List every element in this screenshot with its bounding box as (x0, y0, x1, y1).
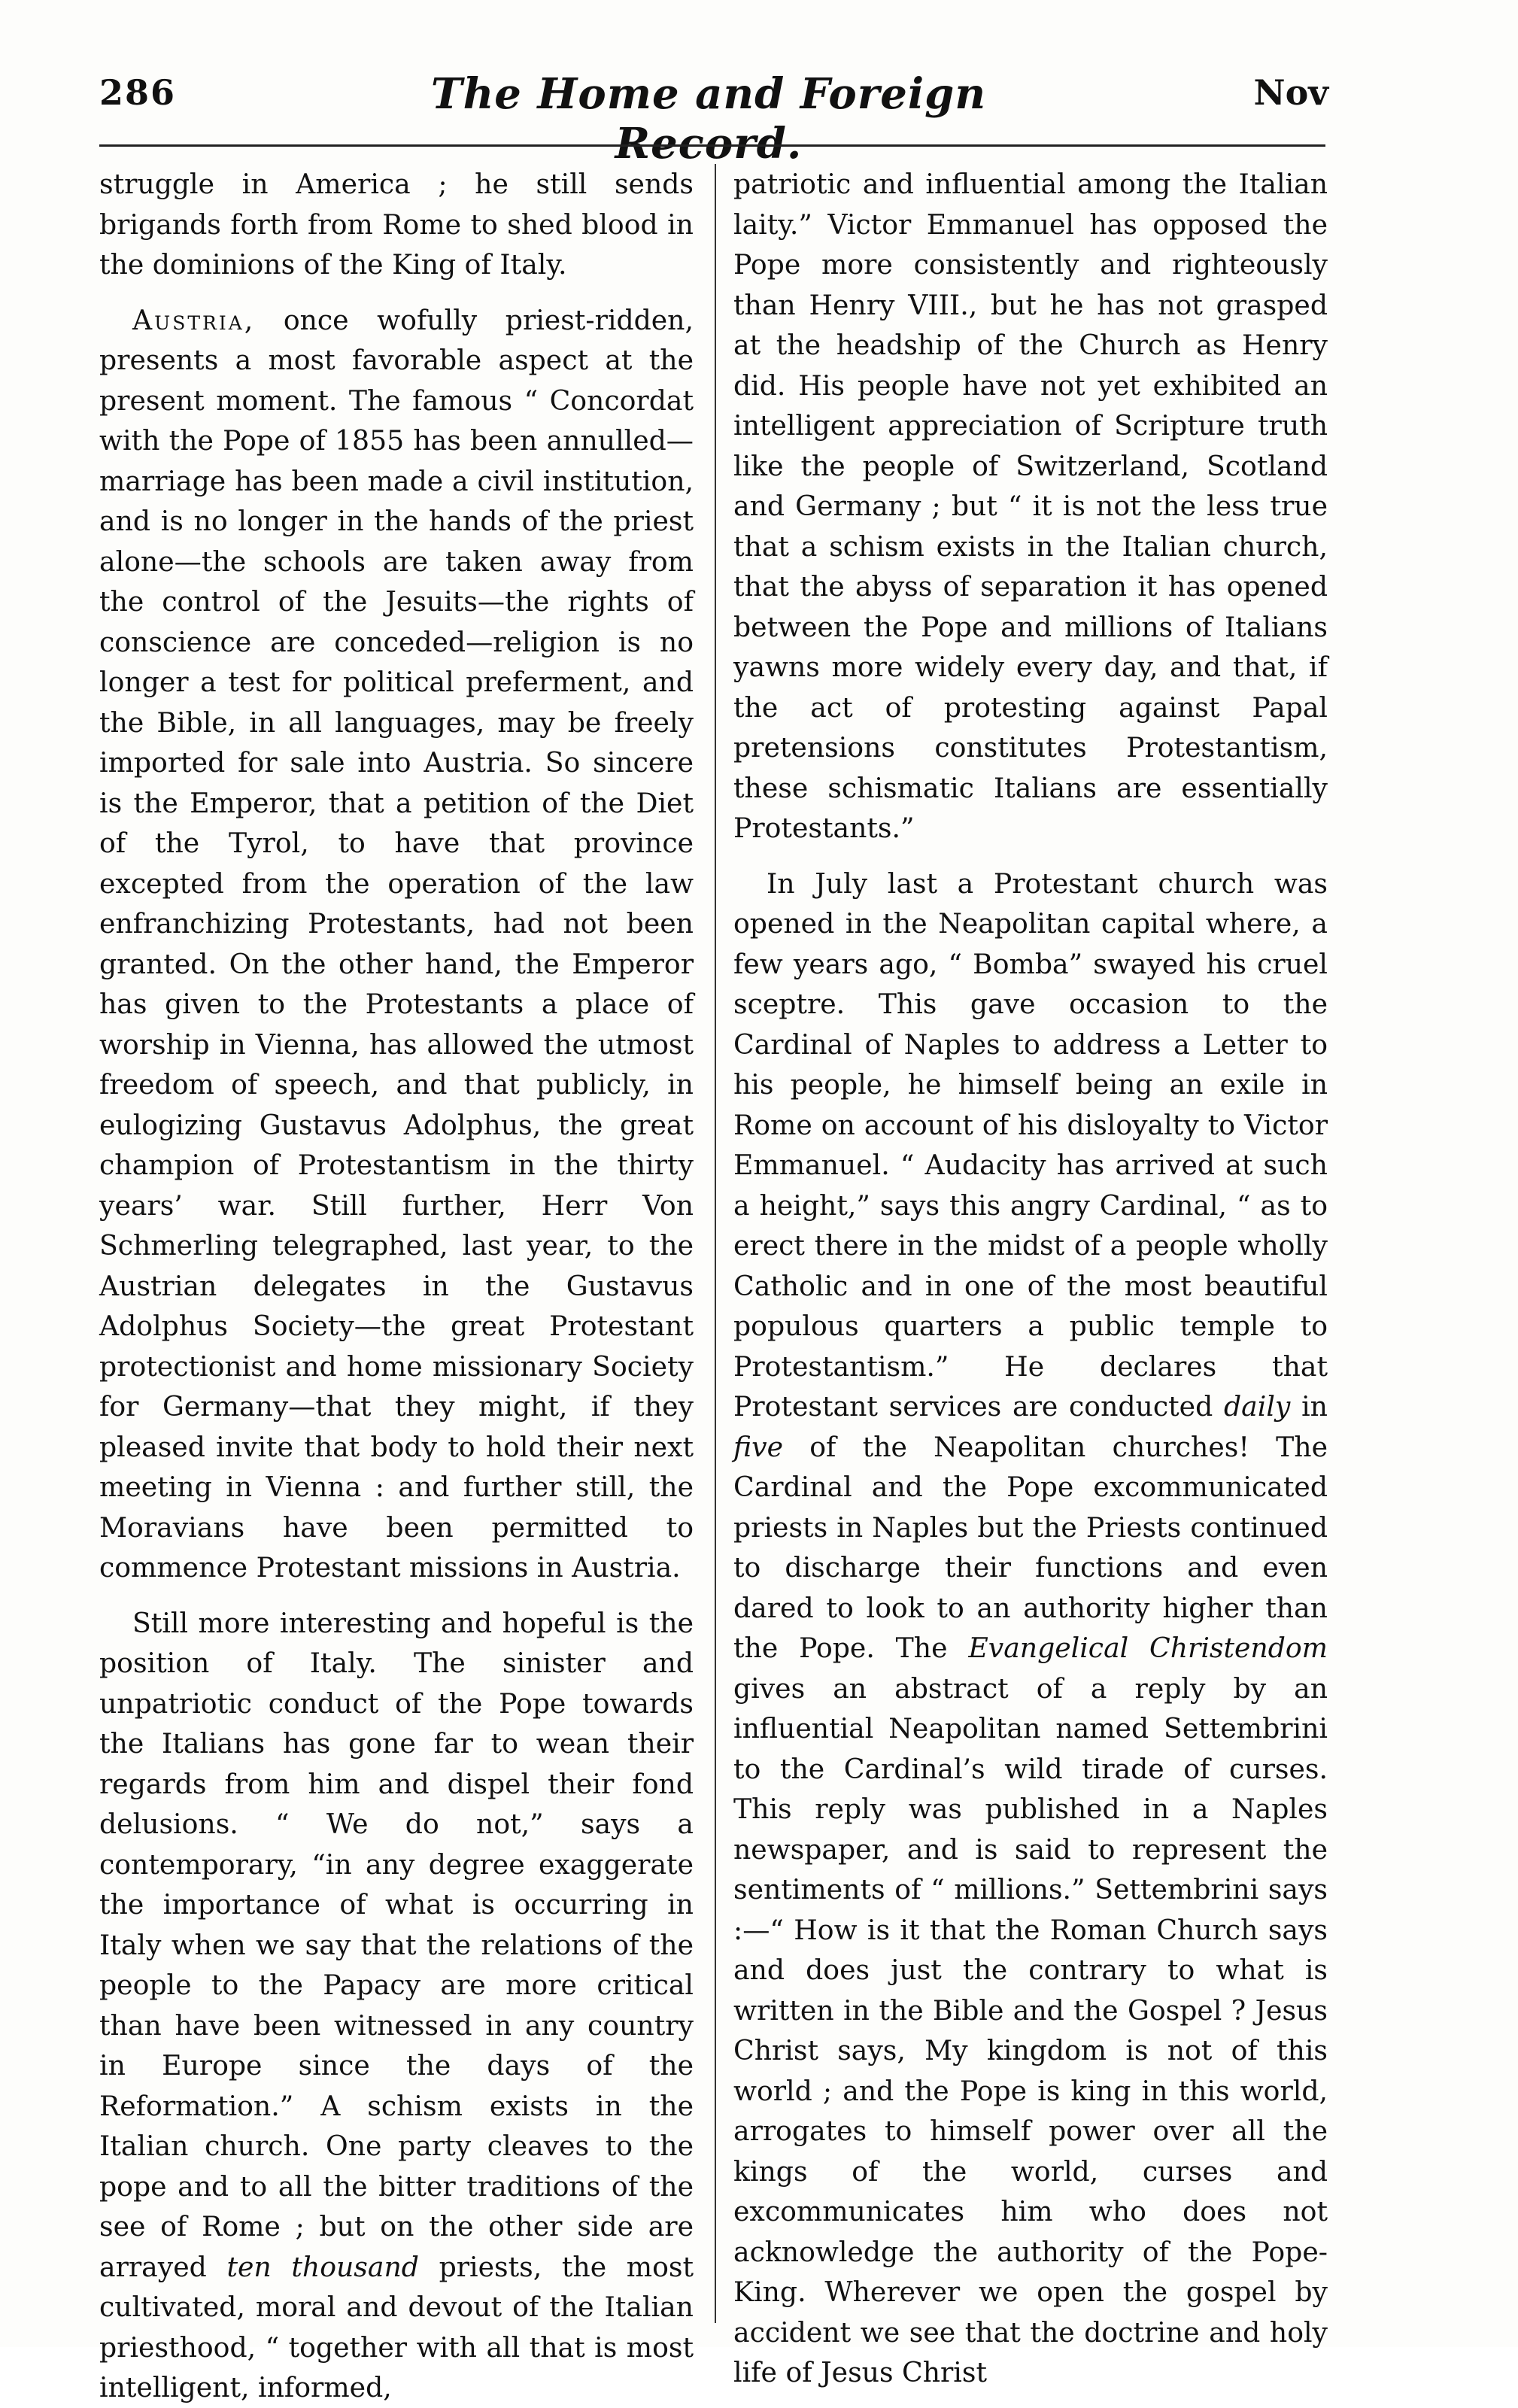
right-paragraph-2-text-d: gives an abstract of a reply by an influential Neapolitan named Settembrini to the Cardinal’s wild tirade of curses. This reply was published in a Naples newspaper, and is said to represent the sentiments of “ millions.” Settembrini says :—“ How is it that the Roman Church says and does just the contrary to what is written in the Bible and the Gospel ? Jesus Christ says, My kingdom is not of this world ; and the Pope is king in this world, arrogates to himself power over all the kings of the world, curses and excommunicates him who does not acknowledge the authority of the Pope-King. Wherever we open the gospel by accident we see that the doctrine and holy life of Jesus Christ (733, 1672, 1328, 2388)
left-paragraph-2-text: once wofully priest-ridden, presents a most favorable aspect at the present moment. The famous “ Concordat with the Pope of 1855 has been annulled—marriage has been made a civil institution, and is no longer in the hands of the priest alone—the schools are taken away from the control of the Jesuits—the rights of conscience are conceded—religion is no longer a test for political preferment, and the Bible, in all languages, may be freely imported for sale into Austria. So sincere is the Emperor, that a petition of the Diet of the Tyrol, to have that province excepted from the operation of the law enfranchizing Protestants, had not been granted. On the other hand, the Emperor has given to the Protestants a place of worship in Vienna, has allowed the utmost freedom of speech, and that publicly, in eulogizing Gustavus Adolphus, the great champion of Protestantism in the thirty years’ war. Still further, Herr Von Schmerling telegraphed, last year, to the Austrian delegates in the Gustavus Adolphus Society—the great Protestant protectionist and home missionary Society for Germany—that they might, if they pleased invite that body to hold their next meeting in Vienna : and further still, the Moravians have been permitted to commence Protestant missions in Austria. (99, 303, 694, 1584)
header-month: Nov (1253, 72, 1328, 113)
left-paragraph-1-text: struggle in America ; he still sends brigands forth from Rome to shed blood in the dominions of the King of Italy. (99, 168, 694, 281)
austria-lead: Austria, (132, 303, 256, 336)
right-paragraph-2 (733, 864, 1328, 2393)
right-paragraph-2-text-a: In July last a Protestant church was opened in the Neapolitan capital where, a few years ago, “ Bomba” swayed his cruel sceptre. This gave occasion to the Cardinal of Naples to address a Letter to his people, he himself being an exile in Rome on account of his disloyalty to Victor Emmanuel. “ Audacity has arrived at such a height,” says this angry Cardinal, “ as to erect there in the midst of a people wholly Catholic and in one of the most beautiful populous quarters a public temple to Protestantism.” He declares that Protestant services are conducted (733, 867, 1328, 1423)
left-paragraph-2 (99, 300, 694, 1588)
left-column (99, 164, 694, 2408)
left-paragraph-3-emphasis: ten thousand (226, 2250, 419, 2283)
right-paragraph-1-text: patriotic and influential among the Italian laity.” Victor Emmanuel has opposed the Pope more consistently and righteously than Henry VIII., but he has not grasped at the headship of the Church as Henry did. His people have not yet exhibited an intelligent appreciation of Scripture truth like the people of Switzerland, Scotland and Germany ; but “ it is not the less true that a schism exists in the Italian church, that the abyss of separation it has opened between the Pope and millions of Italians yawns more widely every day, and that, if the act of protesting against Papal pretensions constitutes Protestantism, these schismatic Italians are essentially Protestants.” (733, 168, 1328, 844)
running-title: The Home and Foreign Record. (430, 69, 987, 169)
right-paragraph-2-emphasis-daily: daily (1224, 1390, 1291, 1423)
right-paragraph-2-emphasis-title: Evangelical Christendom (968, 1632, 1328, 1664)
page-number: 286 (99, 72, 177, 113)
left-paragraph-1 (99, 164, 694, 285)
column-divider (715, 164, 716, 2323)
right-paragraph-1 (733, 164, 1328, 849)
left-paragraph-3-text-a: Still more interesting and hopeful is the position of Italy. The sinister and unpatriotic conduct of the Pope towards the Italians has gone far to wean their regards from him and dispel their fond delusions. “ We do not,” says a contemporary, “in any degree exaggerate the importance of what is occurring in Italy when we say that the relations of the people to the Papacy are more critical than have been witnessed in any country in Europe since the days of the Reformation.” A schism exists in the Italian church. One party cleaves to the pope and to all the bitter traditions of the see of Rome ; but on the other side are arrayed (99, 1606, 694, 2283)
left-paragraph-3 (99, 1603, 694, 2408)
page-header (99, 69, 1328, 169)
right-column (733, 164, 1328, 2393)
header-rule (99, 144, 1325, 147)
right-paragraph-2-text-c: of the Neapolitan churches! The Cardinal and the Pope excommunicated priests in Naples but the Priests continued to discharge their functions and even dared to look to an authority higher than the Pope. The (733, 1430, 1328, 1664)
left-paragraph-3-text-b: priests, the most cultivated, moral and devout of the Italian priesthood, “ together with all that is most intelligent, informed, (99, 2250, 694, 2403)
right-paragraph-2-text-b: in (1290, 1390, 1328, 1423)
right-paragraph-2-emphasis-five: five (733, 1430, 783, 1463)
